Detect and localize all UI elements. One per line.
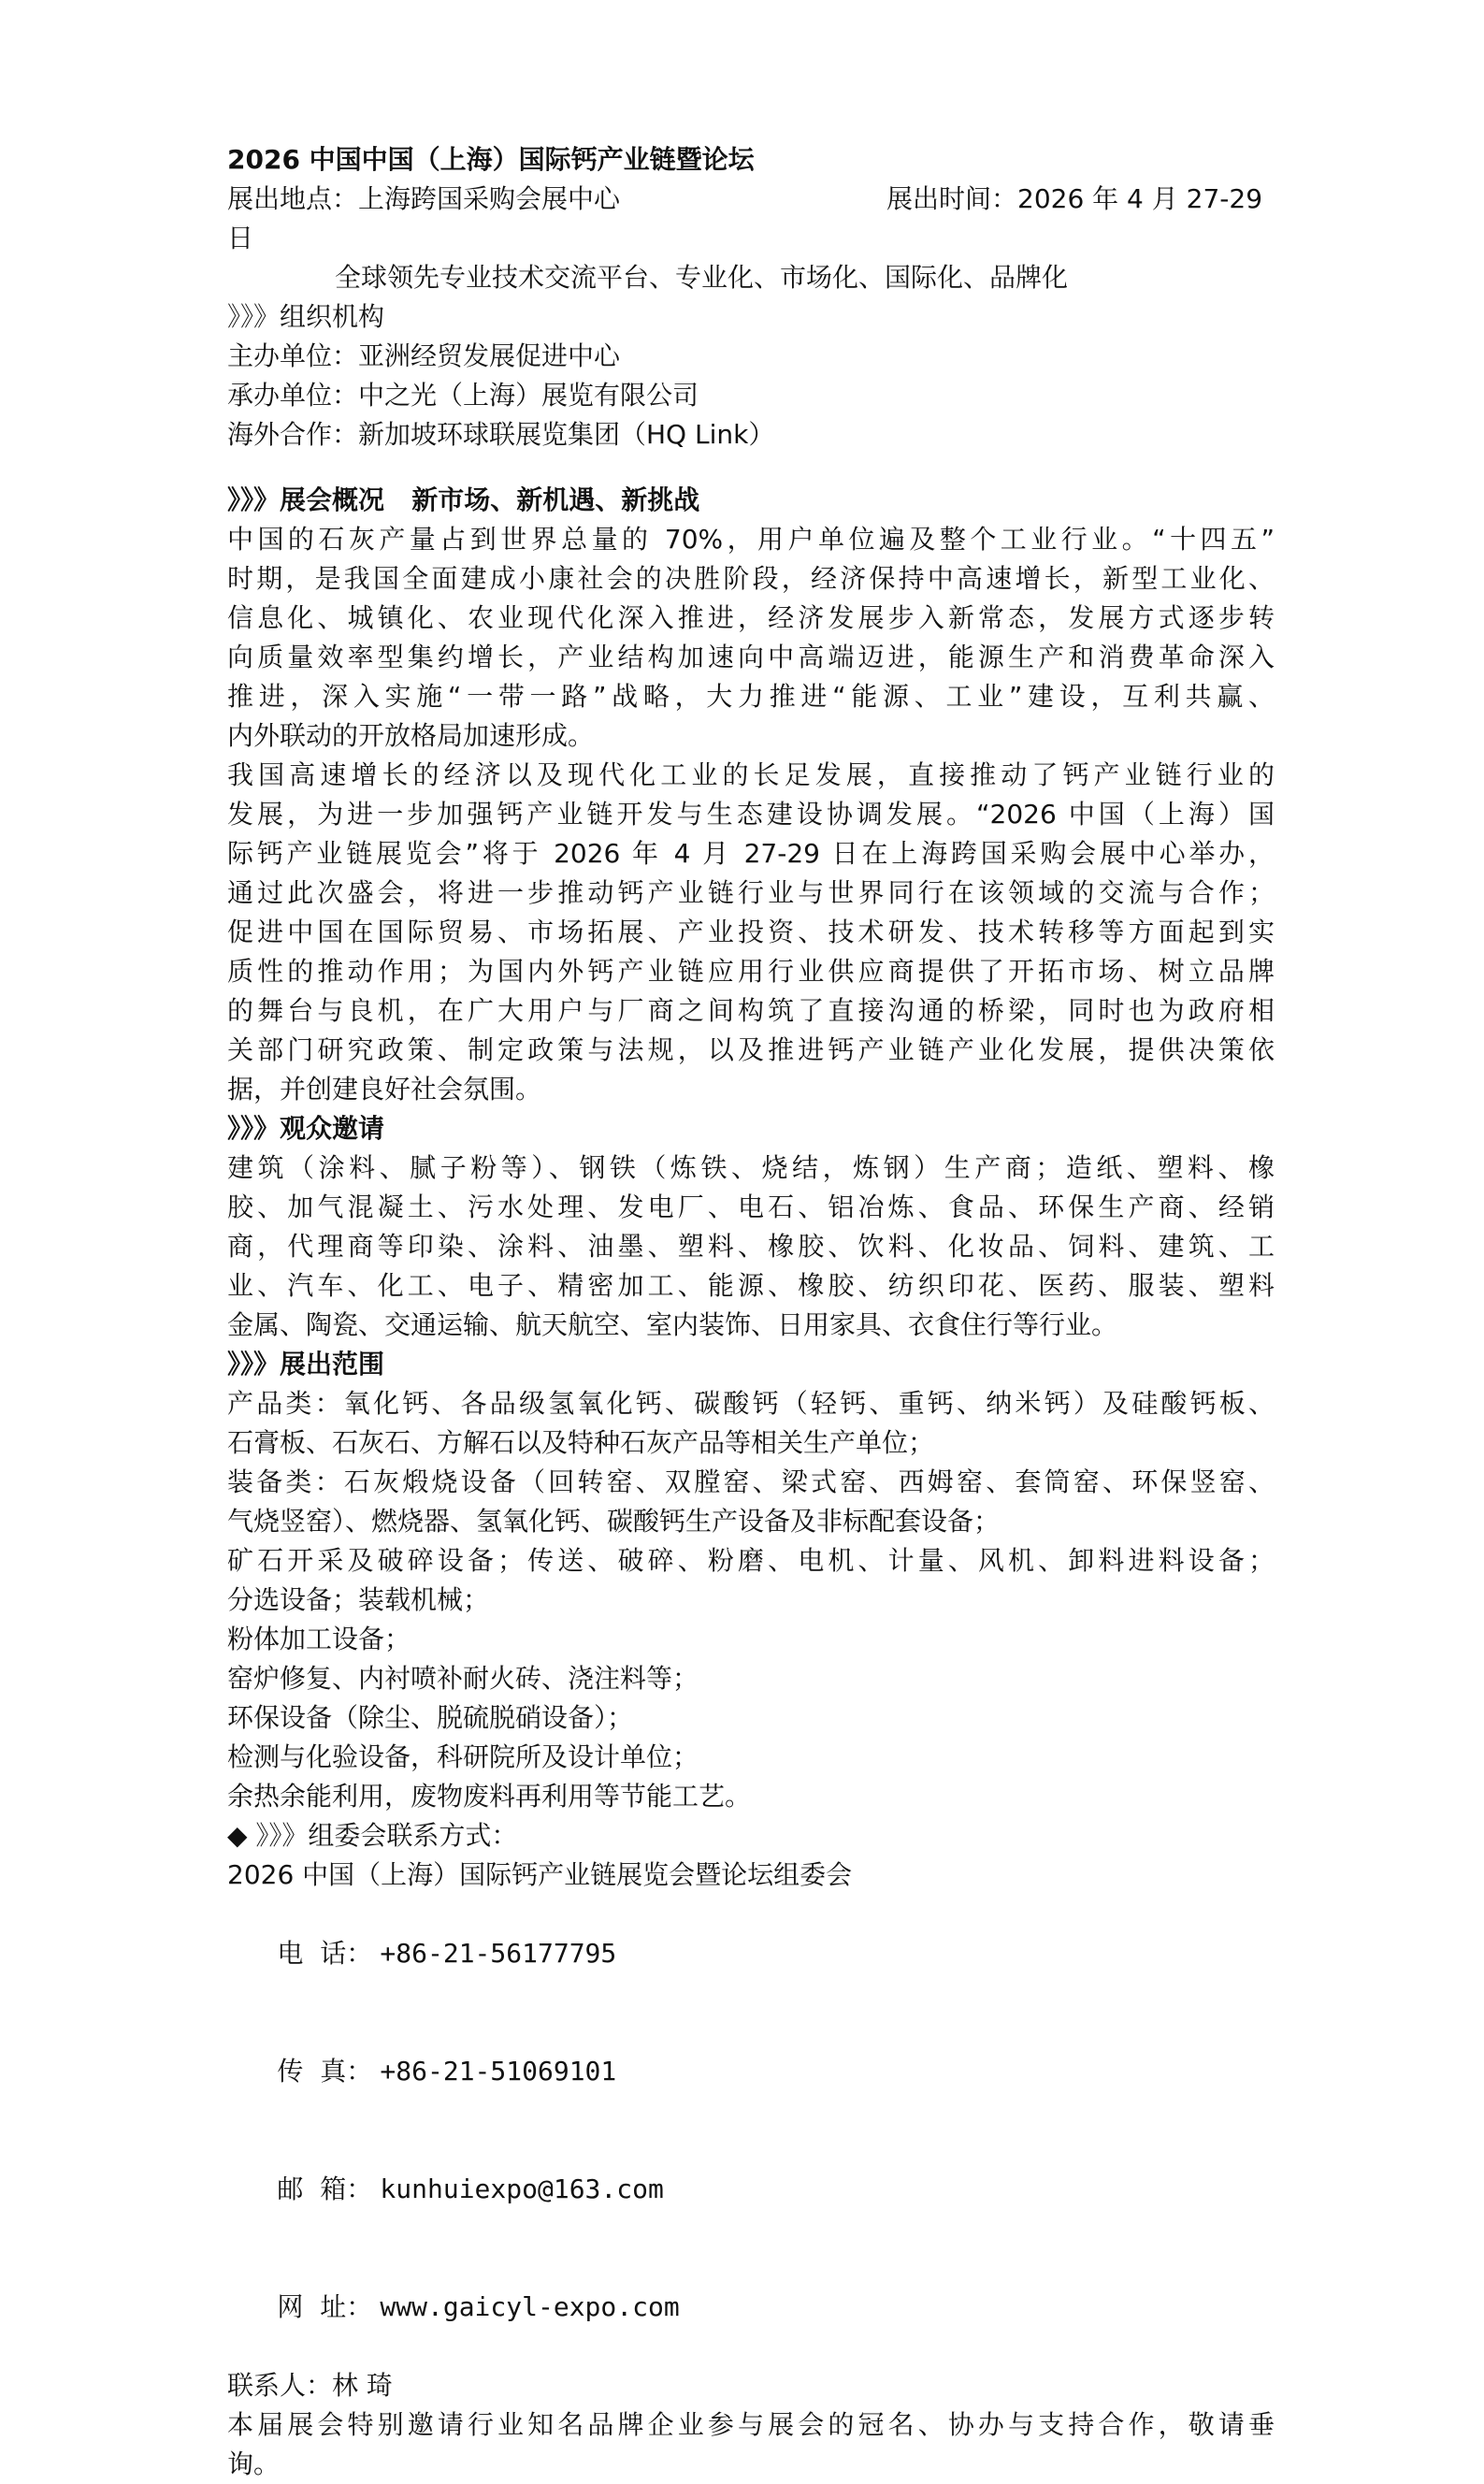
paragraph-line: 我国高速增长的经济以及现代化工业的长足发展，直接推动了钙产业链行业的 bbox=[227, 759, 1275, 790]
paragraph-line: 内外联动的开放格局加速形成。 bbox=[227, 720, 595, 751]
paragraph-line: 通过此次盛会，将进一步推动钙产业链行业与世界同行在该领域的交流与合作； bbox=[227, 877, 1275, 908]
paragraph-line: 信息化、城镇化、农业现代化深入推进，经济发展步入新常态，发展方式逐步转 bbox=[227, 602, 1275, 633]
paragraph-line: 推进，深入实施“一带一路”战略，大力推进“能源、工业”建设，互利共赢、 bbox=[227, 681, 1275, 712]
web-value: www.gaicyl-expo.com bbox=[380, 2291, 680, 2322]
venue-text: 展出地点：上海跨国采购会展中心 bbox=[227, 183, 621, 214]
contact-person: 联系人：林 琦 bbox=[227, 2370, 393, 2401]
scope-line: 环保设备（除尘、脱硫脱硝设备）； bbox=[227, 1702, 634, 1733]
paragraph-line: 的舞台与良机，在广大用户与厂商之间构筑了直接沟通的桥梁，同时也为政府相 bbox=[227, 995, 1275, 1026]
time-text: 展出时间：2026 年 4 月 27-29 bbox=[886, 183, 1263, 214]
overview-paragraph-2 bbox=[227, 756, 1275, 1109]
contact-heading: ◆ 》》》组委会联系方式： bbox=[227, 1820, 518, 1851]
phone-value: +86-21-56177795 bbox=[380, 1938, 617, 1969]
overview-paragraph-1 bbox=[227, 520, 1275, 756]
org-host: 主办单位：亚洲经贸发展促进中心 bbox=[227, 340, 621, 371]
time-continuation: 日 bbox=[227, 223, 254, 253]
paragraph-line: 金属、陶瓷、交通运输、航天航空、室内装饰、日用家具、衣食住行等行业。 bbox=[227, 1309, 1118, 1340]
paragraph-line: 业、汽车、化工、电子、精密加工、能源、橡胶、纺织印花、医药、服装、塑料 bbox=[227, 1270, 1275, 1301]
paragraph-line: 建筑（涂料、腻子粉等）、钢铁（炼铁、烧结，炼钢）生产商；造纸、塑料、橡 bbox=[227, 1152, 1275, 1183]
sponsor-invite bbox=[227, 2405, 1275, 2484]
scope-line: 矿石开采及破碎设备；传送、破碎、粉磨、电机、计量、风机、卸料进料设备； bbox=[227, 1545, 1275, 1576]
contact-email-row bbox=[227, 2130, 1275, 2248]
contact-phone-row bbox=[227, 1895, 1275, 2013]
contact-committee: 2026 中国（上海）国际钙产业链展览会暨论坛组委会 bbox=[227, 1859, 853, 1890]
paragraph-line: 质性的推动作用；为国内外钙产业链应用行业供应商提供了开拓市场、树立品牌 bbox=[227, 956, 1275, 987]
audience-heading: 》》》观众邀请 bbox=[227, 1113, 385, 1144]
paragraph-line: 本届展会特别邀请行业知名品牌企业参与展会的冠名、协办与支持合作，敬请垂 bbox=[227, 2409, 1275, 2440]
overview-heading: 》》》展会概况 新市场、新机遇、新挑战 bbox=[227, 484, 700, 515]
org-organizer: 承办单位：中之光（上海）展览有限公司 bbox=[227, 380, 699, 411]
email-label: 邮 箱： bbox=[277, 2174, 373, 2204]
paragraph-line: 际钙产业链展览会”将于 2026 年 4 月 27-29 日在上海跨国采购会展中心举办， bbox=[227, 838, 1275, 869]
paragraph-line: 发展，为进一步加强钙产业链开发与生态建设协调发展。“2026 中国（上海）国 bbox=[227, 799, 1275, 830]
spacer bbox=[227, 455, 1275, 481]
scope-line: 分选设备；装载机械； bbox=[227, 1584, 490, 1615]
scope-line: 检测与化验设备，科研院所及设计单位； bbox=[227, 1741, 699, 1772]
email-value: kunhuiexpo@163.com bbox=[380, 2174, 664, 2204]
audience-paragraph bbox=[227, 1148, 1275, 1345]
paragraph-line: 中国的石灰产量占到世界总量的 70%，用户单位遍及整个工业行业。“十四五” bbox=[227, 524, 1275, 555]
paragraph-line: 促进中国在国际贸易、市场拓展、产业投资、技术研发、技术转移等方面起到实 bbox=[227, 917, 1275, 947]
slogan: 全球领先专业技术交流平台、专业化、市场化、国际化、品牌化 bbox=[335, 262, 1069, 293]
paragraph-line: 胶、加气混凝土、污水处理、发电厂、电石、铝冶炼、食品、环保生产商、经销 bbox=[227, 1191, 1275, 1222]
paragraph-line: 商，代理商等印染、涂料、油墨、塑料、橡胶、饮料、化妆品、饲料、建筑、工 bbox=[227, 1231, 1275, 1262]
phone-label: 电 话： bbox=[277, 1938, 373, 1969]
scope-line: 余热余能利用，废物废料再利用等节能工艺。 bbox=[227, 1781, 752, 1812]
scope-line: 粉体加工设备； bbox=[227, 1624, 411, 1654]
org-heading: 》》》组织机构 bbox=[227, 301, 385, 332]
org-overseas: 海外合作：新加坡环球联展览集团（HQ Link） bbox=[227, 419, 775, 450]
paragraph-line: 据，并创建良好社会氛围。 bbox=[227, 1074, 542, 1105]
scope-line: 装备类：石灰煅烧设备（回转窑、双膛窑、梁式窑、西姆窑、套筒窑、环保竖窑、 bbox=[227, 1466, 1275, 1497]
paragraph-line: 向质量效率型集约增长，产业结构加速向中高端迈进，能源生产和消费革命深入 bbox=[227, 642, 1275, 672]
scope-list bbox=[227, 1384, 1275, 1816]
contact-web-row bbox=[227, 2248, 1275, 2366]
paragraph-line: 询。 bbox=[227, 2448, 281, 2479]
web-label: 网 址： bbox=[277, 2291, 373, 2322]
paragraph-line: 关部门研究政策、制定政策与法规，以及推进钙产业链产业化发展，提供决策依 bbox=[227, 1034, 1275, 1065]
scope-line: 气烧竖窑）、燃烧器、氢氧化钙、碳酸钙生产设备及非标配套设备； bbox=[227, 1506, 1001, 1537]
scope-line: 窑炉修复、内衬喷补耐火砖、浇注料等； bbox=[227, 1663, 699, 1694]
scope-line: 产品类：氧化钙、各品级氢氧化钙、碳酸钙（轻钙、重钙、纳米钙）及硅酸钙板、 bbox=[227, 1388, 1275, 1419]
fax-value: +86-21-51069101 bbox=[380, 2056, 617, 2087]
fax-label: 传 真： bbox=[277, 2056, 373, 2087]
document-title: 2026 中国中国（上海）国际钙产业链暨论坛 bbox=[227, 144, 755, 175]
paragraph-line: 时期，是我国全面建成小康社会的决胜阶段，经济保持中高速增长，新型工业化、 bbox=[227, 563, 1275, 594]
document-body bbox=[227, 140, 1275, 2484]
venue-time-row bbox=[227, 180, 1275, 219]
scope-line: 石膏板、石灰石、方解石以及特种石灰产品等相关生产单位； bbox=[227, 1427, 935, 1458]
scope-heading: 》》》展出范围 bbox=[227, 1349, 385, 1379]
contact-fax-row bbox=[227, 2013, 1275, 2130]
